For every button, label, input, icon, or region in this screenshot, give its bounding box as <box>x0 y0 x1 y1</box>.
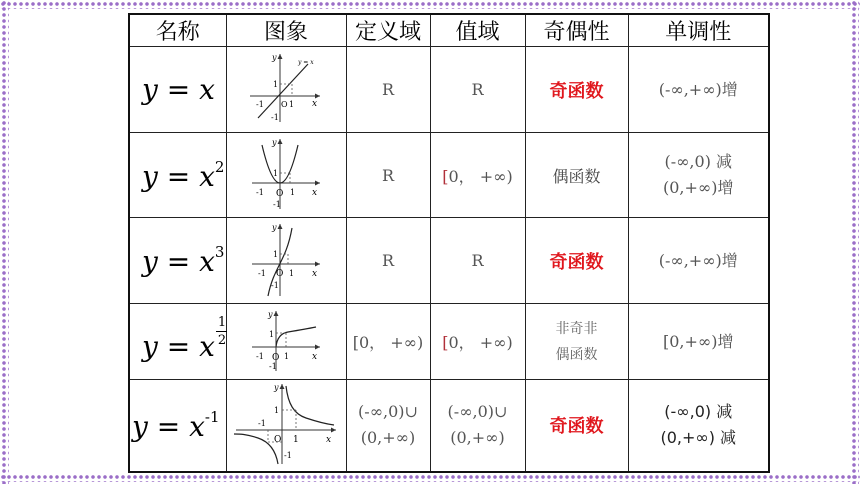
svg-text:-1: -1 <box>256 99 264 109</box>
svg-text:y: y <box>274 383 279 393</box>
monotonicity-cell: (-∞,0) 减 (0,+∞)增 <box>628 133 769 218</box>
svg-text:1: 1 <box>289 99 295 109</box>
svg-text:O: O <box>274 435 282 446</box>
parity-cell: 奇函数 <box>525 380 628 472</box>
power-function-table <box>128 13 768 470</box>
decorative-border-right <box>851 0 859 484</box>
svg-text:-1: -1 <box>284 451 292 461</box>
svg-text:-1: -1 <box>258 268 266 278</box>
graph-y-eq-x <box>246 50 326 126</box>
monotonicity-cell: [0,+∞)增 <box>628 304 769 380</box>
svg-text:-1: -1 <box>273 200 281 209</box>
table-row <box>129 218 769 304</box>
function-name: y = x <box>129 47 226 133</box>
graph-y-eq-x-cubed <box>246 220 326 298</box>
range-cell: R <box>430 218 525 304</box>
domain-cell: R <box>346 47 430 133</box>
parity-cell: 奇函数 <box>525 218 628 304</box>
header-domain: 定义域 <box>346 14 430 47</box>
svg-text:1: 1 <box>273 249 279 259</box>
range-cell: (-∞,0)∪ (0,+∞) <box>430 380 525 472</box>
function-graph <box>226 304 346 380</box>
range-cell: [0， +∞) <box>430 133 525 218</box>
monotonicity-cell: (-∞,0) 减 (0,+∞) 减 <box>628 380 769 472</box>
svg-text:y: y <box>272 138 277 147</box>
svg-text:x: x <box>312 351 318 362</box>
decorative-border-top <box>0 1 860 9</box>
table-row <box>129 380 769 472</box>
svg-text:-1: -1 <box>256 188 264 197</box>
graph-y-eq-x-squared <box>246 135 326 211</box>
svg-text:-1: -1 <box>271 112 279 122</box>
function-graph <box>226 133 346 218</box>
svg-text:O: O <box>276 268 284 279</box>
svg-text:1: 1 <box>289 268 295 278</box>
function-name: $y = x^3$ <box>129 218 226 304</box>
svg-text:y: y <box>272 222 277 232</box>
header-range: 值域 <box>430 14 525 47</box>
function-graph <box>226 47 346 133</box>
fraction-exponent: $\frac{1}{2}$ <box>217 315 227 348</box>
svg-text:-1: -1 <box>269 361 277 371</box>
header-name: 名称 <box>129 14 226 47</box>
function-name: $y = x^{-1}$ <box>129 380 226 472</box>
range-cell: R <box>430 47 525 133</box>
svg-text:-1: -1 <box>271 280 279 290</box>
parity-cell: 奇函数 <box>525 47 628 133</box>
table-row <box>129 304 769 380</box>
svg-text:x: x <box>312 98 318 109</box>
header-graph: 图象 <box>226 14 346 47</box>
monotonicity-cell: (-∞,+∞)增 <box>628 47 769 133</box>
svg-text:y: y <box>272 52 277 62</box>
parity-cell: 非奇非 偶函数 <box>525 304 628 380</box>
parity-cell: 偶函数 <box>525 133 628 218</box>
svg-text:1: 1 <box>293 435 299 446</box>
domain-cell: R <box>346 133 430 218</box>
svg-text:1: 1 <box>284 351 290 361</box>
function-name: y = x $\frac{1}{2}$ <box>129 304 226 380</box>
svg-text:O: O <box>272 352 280 363</box>
header-monotonicity: 单调性 <box>628 14 769 47</box>
domain-cell: (-∞,0)∪ (0,+∞) <box>346 380 430 472</box>
domain-cell: R <box>346 218 430 304</box>
decorative-border-left <box>1 0 9 484</box>
domain-cell: [0， +∞) <box>346 304 430 380</box>
svg-text:O: O <box>276 189 284 199</box>
header-parity: 奇偶性 <box>525 14 628 47</box>
svg-text:y: y <box>268 309 273 319</box>
graph-y-eq-sqrt-x <box>246 307 326 373</box>
graph-y-eq-x-inverse <box>230 380 342 466</box>
monotonicity-cell: (-∞,+∞)增 <box>628 218 769 304</box>
svg-text:1: 1 <box>273 79 279 89</box>
svg-text:-1: -1 <box>256 351 264 361</box>
svg-text:1: 1 <box>269 329 275 339</box>
svg-text:y = x: y = x <box>298 58 314 66</box>
svg-text:x: x <box>312 268 318 279</box>
svg-text:-1: -1 <box>258 419 266 429</box>
svg-text:O: O <box>281 99 288 109</box>
svg-text:x: x <box>312 188 318 198</box>
function-graph <box>226 218 346 304</box>
header-row <box>129 14 769 47</box>
table-row <box>129 133 769 218</box>
svg-text:x: x <box>326 435 332 446</box>
function-name: $y = x^2$ <box>129 133 226 218</box>
svg-text:1: 1 <box>290 188 296 197</box>
range-cell: [0， +∞) <box>430 304 525 380</box>
decorative-border-bottom <box>0 474 860 482</box>
svg-text:1: 1 <box>274 406 280 416</box>
function-graph <box>226 380 346 472</box>
table-row <box>129 47 769 133</box>
svg-text:1: 1 <box>273 169 279 178</box>
